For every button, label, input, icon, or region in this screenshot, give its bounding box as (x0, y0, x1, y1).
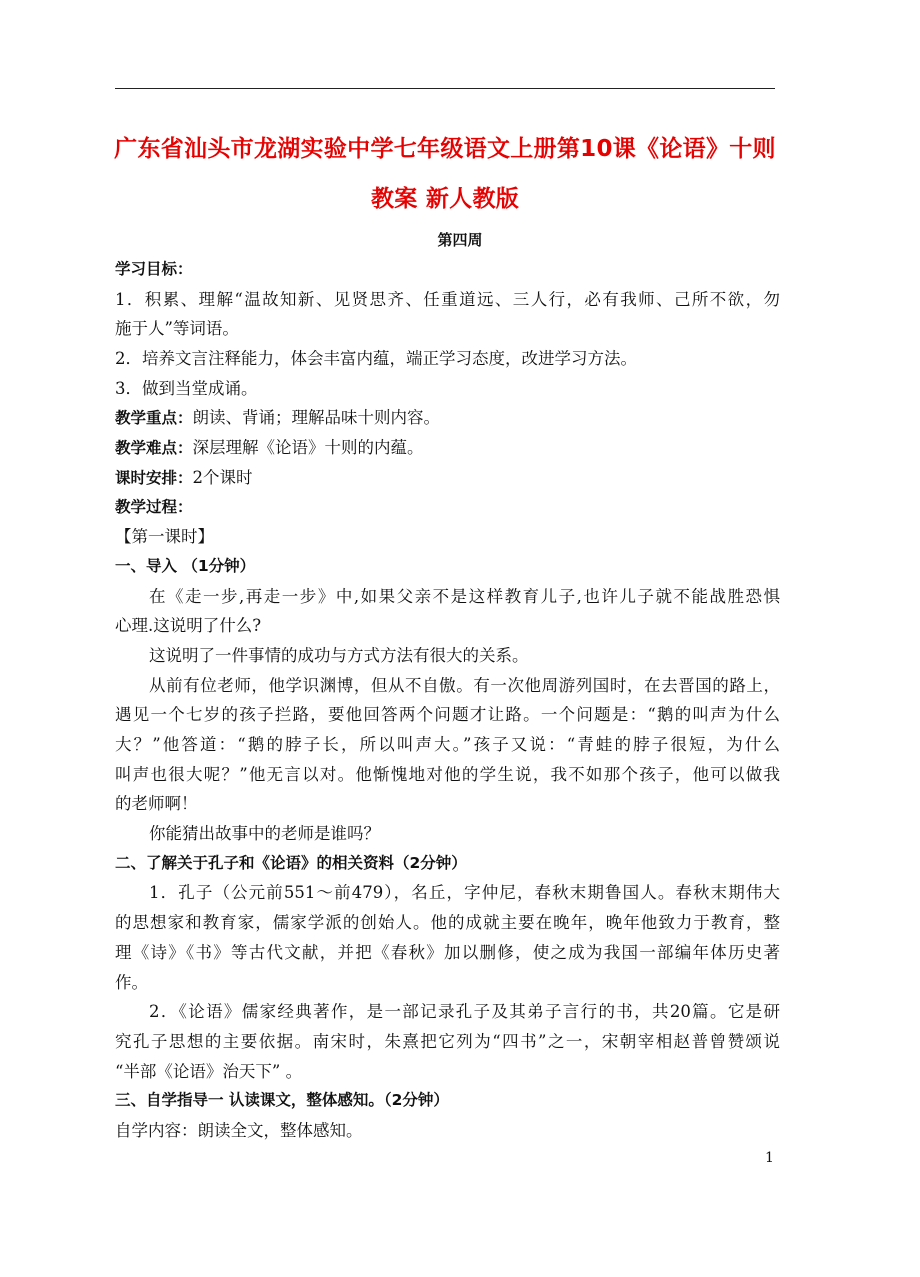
text-line: 1．孔子（公元前551～前479），名丘，字仲尼，春秋末期鲁国人。春秋末期伟大 (149, 883, 780, 903)
text-line: 从前有位老师，他学识渊博，但从不自傲。有一次他周游列国时，在去晋国的路上， (149, 675, 780, 695)
text-line: 这说明了一件事情的成功与方式方法有很大的关系。 (149, 645, 529, 665)
text-line: 作。 (115, 972, 148, 992)
document-title-line-2: 教案 新人教版 (370, 186, 520, 212)
text-line: 2．培养文言注释能力，体会丰富内蕴，端正学习态度，改进学习方法。 (115, 349, 637, 369)
text-line: 【第一课时】 (115, 527, 214, 547)
text-line: 学习目标： (115, 260, 193, 278)
text-line: 教学过程： (115, 497, 193, 516)
text-line: 理《诗》《书》等古代文献，并把《春秋》加以删修，使之成为我国一部编年体历史著 (115, 942, 780, 962)
text-line (115, 433, 780, 463)
field-label: 教学难点： (115, 439, 193, 458)
field-label: 教学重点： (115, 409, 193, 428)
header-rule (115, 88, 775, 89)
text-line: 二、了解关于孔子和《论语》的相关资料（2分钟） (115, 853, 467, 872)
document-title-line-1: 广东省汕头市龙湖实验中学七年级语文上册第10课《论语》十则 (114, 136, 776, 162)
text-line: 自学内容：朗读全文，整体感知。 (115, 1120, 363, 1140)
field-label: 课时安排： (115, 468, 193, 487)
field-value: 深层理解《论语》十则的内蕴。 (192, 438, 424, 458)
text-line: 3．做到当堂成诵。 (115, 378, 258, 398)
text-line: 叫声也很大呢？”他无言以对。他惭愧地对他的学生说，我不如那个孩子，他可以做我 (115, 764, 780, 784)
document-body (115, 255, 780, 1146)
page-number: 1 (765, 1150, 774, 1166)
text-line: 2．《论语》儒家经典著作，是一部记录孔子及其弟子言行的书，共20篇。它是研 (149, 1002, 780, 1022)
week-heading: 第四周 (437, 231, 483, 249)
field-value: 2个课时 (192, 467, 253, 487)
text-line (115, 463, 780, 493)
text-line: 究孔子思想的主要依据。南宋时，朱熹把它列为“四书”之一，宋朝宰相赵普曾赞颂说 (115, 1031, 780, 1051)
text-line: 你能猜出故事中的老师是谁吗？ (149, 824, 380, 844)
text-line: 遇见一个七岁的孩子拦路，要他回答两个问题才让路。一个问题是：“鹅的叫声为什么 (115, 705, 780, 725)
text-line: 一、导入 （1分钟） (115, 556, 256, 575)
text-line: “半部《论语》治天下” 。 (115, 1061, 303, 1081)
field-value: 朗读、背诵；理解品味十则内容。 (192, 408, 441, 428)
text-line: 大？”他答道：“鹅的脖子长，所以叫声大。”孩子又说：“青蛙的脖子很短，为什么 (115, 735, 780, 754)
text-line: 心理.这说明了什么? (115, 616, 262, 636)
text-line: 三、自学指导一 认读课文，整体感知。（2分钟） (115, 1091, 449, 1110)
text-line: 1．积累、理解“温故知新、见贤思齐、任重道远、三人行，必有我师、己所不欲，勿 (115, 289, 780, 309)
text-line: 施于人”等词语。 (115, 319, 239, 339)
text-line: 在《走一步,再走一步》中,如果父亲不是这样教育儿子,也许儿子就不能战胜恐惧 (149, 586, 780, 606)
text-line: 的思想家和教育家，儒家学派的创始人。他的成就主要在晚年，晚年他致力于教育，整 (115, 913, 780, 933)
text-line: 的老师啊！ (115, 794, 198, 814)
text-line (115, 403, 780, 433)
